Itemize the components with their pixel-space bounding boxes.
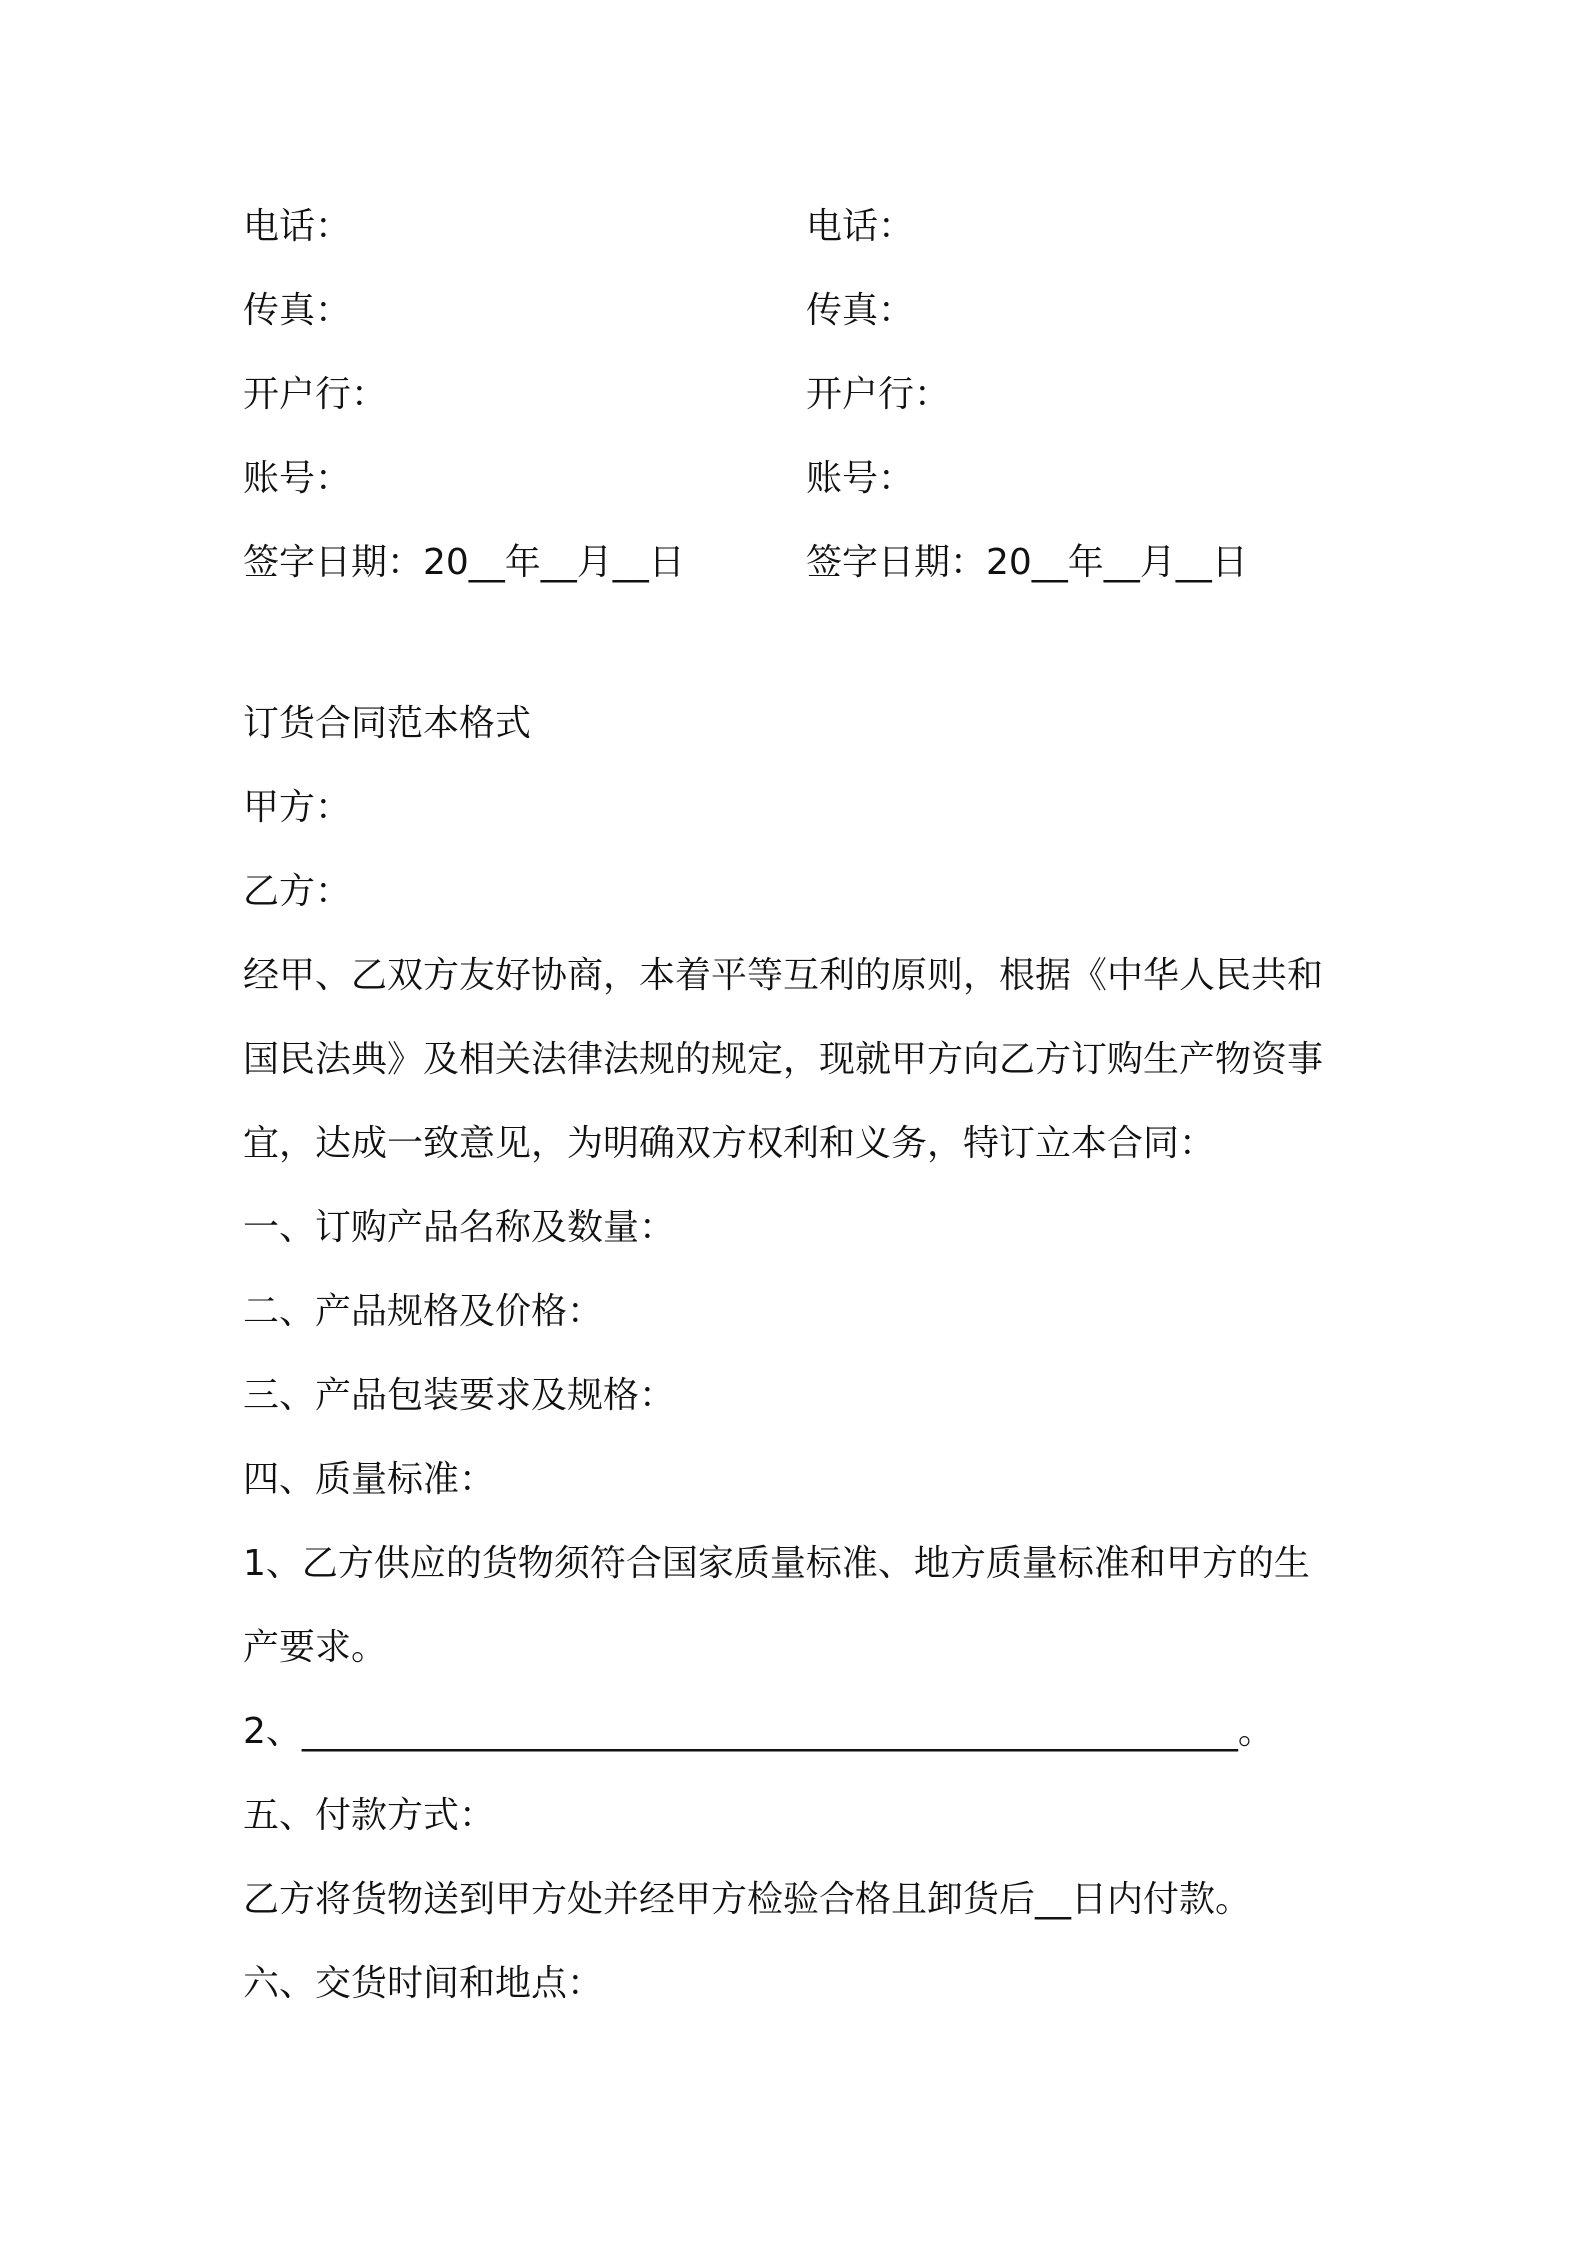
section-heading-5: 五、付款方式： [243, 1795, 496, 1836]
quality-clause-2: 2、____________________________________________________。 [243, 1711, 1274, 1752]
party-a-label: 甲方： [243, 787, 352, 828]
intro-paragraph-line: 国民法典》及相关法律法规的规定，现就甲方向乙方订购生产物资事 [243, 1039, 1324, 1080]
section-heading-1: 一、订购产品名称及数量： [243, 1207, 676, 1248]
sign-date-label: 签字日期：20__年__月__日 [806, 542, 1248, 583]
contract-title: 订货合同范本格式 [243, 703, 532, 744]
party-a-info-column [243, 203, 685, 623]
section-heading-4: 四、质量标准： [243, 1459, 496, 1500]
phone-label: 电话： [806, 206, 915, 247]
bank-label: 开户行： [806, 374, 951, 415]
sign-date-label: 签字日期：20__年__月__日 [243, 542, 685, 583]
intro-paragraph-line: 宜，达成一致意见，为明确双方权利和义务，特订立本合同： [243, 1123, 1216, 1164]
section-heading-2: 二、产品规格及价格： [243, 1291, 604, 1332]
party-b-label: 乙方： [243, 871, 352, 912]
quality-clause-1-line: 产要求。 [243, 1627, 388, 1668]
quality-clause-1-line: 1、乙方供应的货物须符合国家质量标准、地方质量标准和甲方的生 [243, 1543, 1310, 1584]
party-b-info-column [806, 203, 1248, 623]
bank-label: 开户行： [243, 374, 388, 415]
section-heading-6: 六、交货时间和地点： [243, 1963, 604, 2004]
intro-paragraph-line: 经甲、乙双方友好协商，本着平等互利的原则，根据《中华人民共和 [243, 955, 1324, 996]
fax-label: 传真： [806, 290, 915, 331]
account-label: 账号： [806, 458, 915, 499]
fax-label: 传真： [243, 290, 352, 331]
payment-clause: 乙方将货物送到甲方处并经甲方检验合格且卸货后__日内付款。 [243, 1879, 1252, 1920]
phone-label: 电话： [243, 206, 352, 247]
contract-body [243, 700, 1363, 2044]
account-label: 账号： [243, 458, 352, 499]
section-heading-3: 三、产品包装要求及规格： [243, 1375, 676, 1416]
